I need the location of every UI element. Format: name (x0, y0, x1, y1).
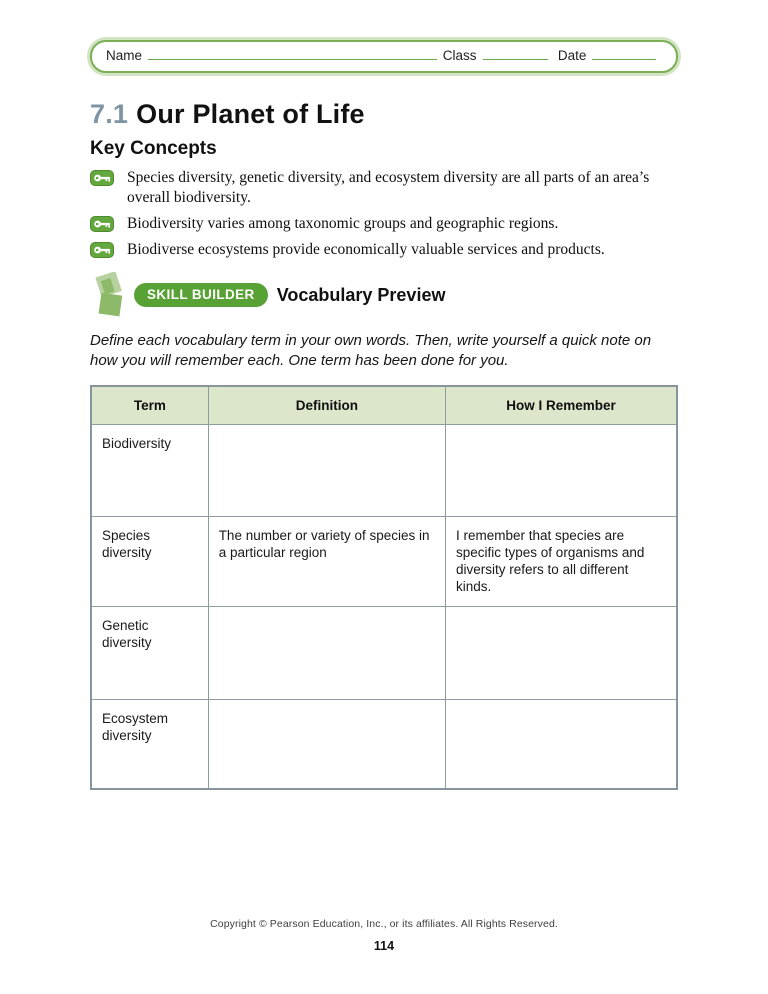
key-icon (90, 216, 114, 238)
key-icon (90, 170, 114, 192)
term-cell: Genetic diversity (91, 606, 208, 699)
lesson-title-text: Our Planet of Life (136, 99, 365, 129)
date-underline (592, 59, 656, 60)
instructions-text: Define each vocabulary term in your own words. Then, write yourself a quick note on how you will remember each. One term has been done for you. (90, 332, 652, 369)
key-concept-text: Biodiversity varies among taxonomic groups and geographic regions. (127, 215, 559, 232)
vocabulary-table (90, 385, 678, 790)
copyright-text: Copyright © Pearson Education, Inc., or its affiliates. All Rights Reserved. (210, 918, 558, 930)
term-column-header: Term (91, 386, 208, 424)
key-concept-text: Species diversity, genetic diversity, and ecosystem diversity are all parts of an area’s overall biodiversity. (127, 169, 650, 206)
skill-builder-title: Vocabulary Preview (276, 284, 446, 305)
term-cell: Species diversity (91, 516, 208, 606)
definition-cell (208, 424, 445, 516)
date-label: Date (557, 48, 587, 63)
page-footer (0, 918, 768, 953)
key-concept-item (90, 240, 650, 260)
name-class-date-box (90, 40, 678, 73)
definition-cell (208, 699, 445, 789)
remember-cell: I remember that species are specific types of organisms and diversity refers to all different kinds. (446, 516, 677, 606)
table-row (91, 606, 677, 699)
key-icon (90, 242, 114, 264)
term-cell: Biodiversity (91, 424, 208, 516)
page-number: 114 (373, 939, 395, 953)
table-header-row (91, 386, 677, 424)
key-concept-item (90, 168, 650, 208)
remember-cell (446, 699, 677, 789)
name-underline (148, 59, 437, 60)
definition-cell: The number or variety of species in a particular region (208, 516, 445, 606)
name-label: Name (106, 48, 143, 63)
lesson-number: 7.1 (90, 99, 129, 129)
term-cell: Ecosystem diversity (91, 699, 208, 789)
key-concept-text: Biodiverse ecosystems provide economically valuable services and products. (127, 241, 605, 258)
page-title (90, 99, 678, 130)
class-underline (483, 59, 548, 60)
remember-cell (446, 606, 677, 699)
table-row (91, 699, 677, 789)
skill-builder-header (90, 272, 678, 318)
remember-column-header: How I Remember (446, 386, 677, 424)
skill-builder-badge: SKILL BUILDER (134, 283, 268, 307)
definition-cell (208, 606, 445, 699)
class-label: Class (442, 48, 477, 63)
key-concepts-list (90, 168, 678, 260)
sticky-notes-icon (90, 272, 132, 318)
definition-column-header: Definition (208, 386, 445, 424)
remember-cell (446, 424, 677, 516)
key-concepts-heading: Key Concepts (90, 138, 217, 159)
table-row (91, 516, 677, 606)
table-row (91, 424, 677, 516)
key-concept-item (90, 214, 650, 234)
